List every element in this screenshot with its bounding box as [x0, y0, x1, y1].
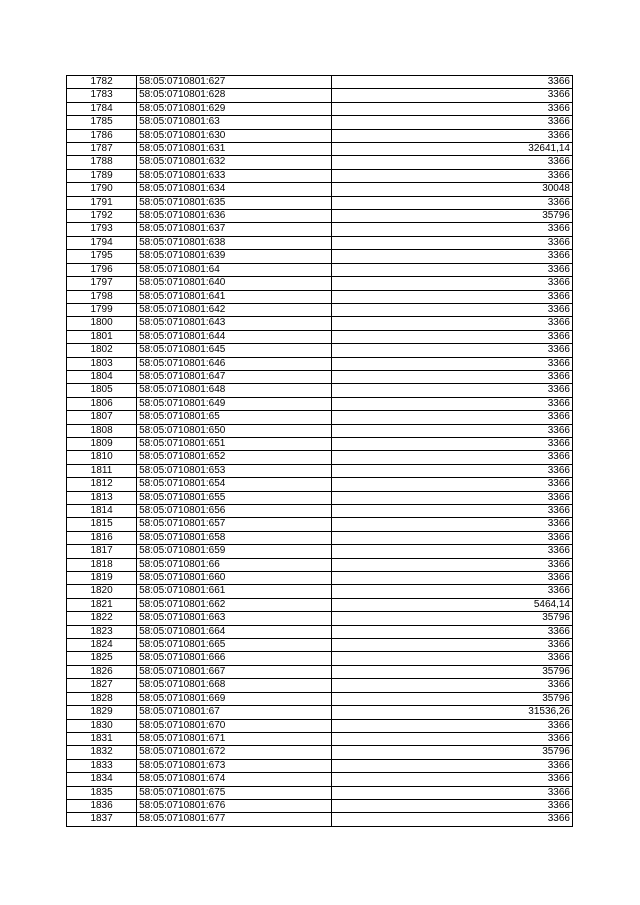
table-row: [67, 210, 573, 223]
cadastral-number-cell: 58:05:0710801:633: [137, 169, 331, 182]
cadastral-number-cell: 58:05:0710801:656: [137, 505, 331, 518]
cadastral-number-cell: 58:05:0710801:674: [137, 773, 331, 786]
table-row: [67, 290, 573, 303]
cadastral-number-cell: 58:05:0710801:677: [137, 813, 331, 826]
row-number-cell: 1789: [67, 169, 137, 182]
cadastral-number-cell: 58:05:0710801:65: [137, 411, 331, 424]
value-cell: 30048: [331, 183, 573, 196]
value-cell: 3366: [331, 317, 573, 330]
row-number-cell: 1794: [67, 236, 137, 249]
value-cell: 3366: [331, 129, 573, 142]
row-number-cell: 1817: [67, 545, 137, 558]
cadastral-number-cell: 58:05:0710801:669: [137, 692, 331, 705]
cadastral-number-cell: 58:05:0710801:653: [137, 464, 331, 477]
cadastral-number-cell: 58:05:0710801:629: [137, 102, 331, 115]
row-number-cell: 1829: [67, 706, 137, 719]
cadastral-number-cell: 58:05:0710801:654: [137, 478, 331, 491]
cadastral-number-cell: 58:05:0710801:638: [137, 236, 331, 249]
row-number-cell: 1833: [67, 759, 137, 772]
row-number-cell: 1782: [67, 76, 137, 89]
value-cell: 3366: [331, 169, 573, 182]
value-cell: 5464,14: [331, 598, 573, 611]
row-number-cell: 1791: [67, 196, 137, 209]
table-row: [67, 464, 573, 477]
value-cell: 3366: [331, 572, 573, 585]
table-row: [67, 572, 573, 585]
row-number-cell: 1802: [67, 344, 137, 357]
cadastral-number-cell: 58:05:0710801:647: [137, 370, 331, 383]
table-row: [67, 639, 573, 652]
value-cell: 35796: [331, 692, 573, 705]
table-row: [67, 491, 573, 504]
table-row: [67, 277, 573, 290]
cadastral-number-cell: 58:05:0710801:664: [137, 625, 331, 638]
row-number-cell: 1830: [67, 719, 137, 732]
row-number-cell: 1792: [67, 210, 137, 223]
value-cell: 3366: [331, 89, 573, 102]
value-cell: 3366: [331, 719, 573, 732]
table-row: [67, 357, 573, 370]
cadastral-number-cell: 58:05:0710801:675: [137, 786, 331, 799]
value-cell: 35796: [331, 612, 573, 625]
value-cell: 3366: [331, 813, 573, 826]
cadastral-number-cell: 58:05:0710801:673: [137, 759, 331, 772]
row-number-cell: 1803: [67, 357, 137, 370]
row-number-cell: 1788: [67, 156, 137, 169]
cadastral-number-cell: 58:05:0710801:668: [137, 679, 331, 692]
value-cell: 3366: [331, 799, 573, 812]
cadastral-number-cell: 58:05:0710801:658: [137, 531, 331, 544]
cadastral-number-cell: 58:05:0710801:670: [137, 719, 331, 732]
value-cell: 3366: [331, 545, 573, 558]
cadastral-number-cell: 58:05:0710801:671: [137, 732, 331, 745]
row-number-cell: 1798: [67, 290, 137, 303]
table-row: [67, 76, 573, 89]
value-cell: 3366: [331, 236, 573, 249]
cadastral-number-cell: 58:05:0710801:666: [137, 652, 331, 665]
row-number-cell: 1783: [67, 89, 137, 102]
row-number-cell: 1785: [67, 116, 137, 129]
cadastral-number-cell: 58:05:0710801:643: [137, 317, 331, 330]
table-row: [67, 719, 573, 732]
parcel-table: [66, 75, 573, 827]
table-row: [67, 437, 573, 450]
cadastral-number-cell: 58:05:0710801:632: [137, 156, 331, 169]
table-row: [67, 397, 573, 410]
cadastral-number-cell: 58:05:0710801:676: [137, 799, 331, 812]
value-cell: 3366: [331, 558, 573, 571]
value-cell: 3366: [331, 786, 573, 799]
table-row: [67, 679, 573, 692]
value-cell: 3366: [331, 357, 573, 370]
cadastral-number-cell: 58:05:0710801:645: [137, 344, 331, 357]
row-number-cell: 1827: [67, 679, 137, 692]
value-cell: 3366: [331, 732, 573, 745]
row-number-cell: 1810: [67, 451, 137, 464]
cadastral-number-cell: 58:05:0710801:644: [137, 330, 331, 343]
value-cell: 3366: [331, 370, 573, 383]
value-cell: 3366: [331, 451, 573, 464]
row-number-cell: 1812: [67, 478, 137, 491]
table-row: [67, 169, 573, 182]
value-cell: 3366: [331, 437, 573, 450]
value-cell: 3366: [331, 250, 573, 263]
cadastral-number-cell: 58:05:0710801:628: [137, 89, 331, 102]
row-number-cell: 1824: [67, 639, 137, 652]
table-row: [67, 813, 573, 826]
table-row: [67, 625, 573, 638]
cadastral-number-cell: 58:05:0710801:648: [137, 384, 331, 397]
cadastral-number-cell: 58:05:0710801:662: [137, 598, 331, 611]
row-number-cell: 1805: [67, 384, 137, 397]
row-number-cell: 1800: [67, 317, 137, 330]
table-row: [67, 478, 573, 491]
row-number-cell: 1795: [67, 250, 137, 263]
row-number-cell: 1808: [67, 424, 137, 437]
value-cell: 3366: [331, 531, 573, 544]
value-cell: 3366: [331, 518, 573, 531]
row-number-cell: 1806: [67, 397, 137, 410]
table-row: [67, 236, 573, 249]
value-cell: 3366: [331, 116, 573, 129]
value-cell: 32641,14: [331, 143, 573, 156]
row-number-cell: 1828: [67, 692, 137, 705]
value-cell: 3366: [331, 491, 573, 504]
row-number-cell: 1814: [67, 505, 137, 518]
value-cell: 3366: [331, 464, 573, 477]
table-row: [67, 746, 573, 759]
parcel-table-body: [67, 76, 573, 827]
row-number-cell: 1821: [67, 598, 137, 611]
value-cell: 3366: [331, 652, 573, 665]
value-cell: 3366: [331, 76, 573, 89]
row-number-cell: 1811: [67, 464, 137, 477]
value-cell: 3366: [331, 773, 573, 786]
value-cell: 3366: [331, 156, 573, 169]
table-row: [67, 531, 573, 544]
value-cell: 3366: [331, 411, 573, 424]
table-row: [67, 773, 573, 786]
table-row: [67, 129, 573, 142]
row-number-cell: 1787: [67, 143, 137, 156]
row-number-cell: 1835: [67, 786, 137, 799]
cadastral-number-cell: 58:05:0710801:661: [137, 585, 331, 598]
row-number-cell: 1786: [67, 129, 137, 142]
cadastral-number-cell: 58:05:0710801:636: [137, 210, 331, 223]
row-number-cell: 1823: [67, 625, 137, 638]
table-row: [67, 143, 573, 156]
value-cell: 3366: [331, 478, 573, 491]
cadastral-number-cell: 58:05:0710801:652: [137, 451, 331, 464]
cadastral-number-cell: 58:05:0710801:663: [137, 612, 331, 625]
row-number-cell: 1799: [67, 303, 137, 316]
value-cell: 35796: [331, 665, 573, 678]
table-row: [67, 799, 573, 812]
cadastral-number-cell: 58:05:0710801:63: [137, 116, 331, 129]
table-row: [67, 558, 573, 571]
value-cell: 3366: [331, 384, 573, 397]
row-number-cell: 1809: [67, 437, 137, 450]
row-number-cell: 1816: [67, 531, 137, 544]
value-cell: 3366: [331, 397, 573, 410]
row-number-cell: 1815: [67, 518, 137, 531]
cadastral-number-cell: 58:05:0710801:67: [137, 706, 331, 719]
value-cell: 3366: [331, 625, 573, 638]
row-number-cell: 1819: [67, 572, 137, 585]
row-number-cell: 1797: [67, 277, 137, 290]
value-cell: 3366: [331, 223, 573, 236]
value-cell: 3366: [331, 679, 573, 692]
table-row: [67, 759, 573, 772]
table-row: [67, 183, 573, 196]
row-number-cell: 1820: [67, 585, 137, 598]
table-row: [67, 585, 573, 598]
value-cell: 3366: [331, 277, 573, 290]
table-row: [67, 451, 573, 464]
cadastral-number-cell: 58:05:0710801:665: [137, 639, 331, 652]
value-cell: 35796: [331, 210, 573, 223]
table-row: [67, 250, 573, 263]
table-row: [67, 692, 573, 705]
row-number-cell: 1822: [67, 612, 137, 625]
row-number-cell: 1790: [67, 183, 137, 196]
cadastral-number-cell: 58:05:0710801:66: [137, 558, 331, 571]
cadastral-number-cell: 58:05:0710801:646: [137, 357, 331, 370]
cadastral-number-cell: 58:05:0710801:655: [137, 491, 331, 504]
value-cell: 3366: [331, 585, 573, 598]
table-row: [67, 344, 573, 357]
table-row: [67, 370, 573, 383]
cadastral-number-cell: 58:05:0710801:641: [137, 290, 331, 303]
cadastral-number-cell: 58:05:0710801:650: [137, 424, 331, 437]
cadastral-number-cell: 58:05:0710801:634: [137, 183, 331, 196]
value-cell: 3366: [331, 344, 573, 357]
value-cell: 3366: [331, 639, 573, 652]
value-cell: 35796: [331, 746, 573, 759]
table-row: [67, 156, 573, 169]
cadastral-number-cell: 58:05:0710801:657: [137, 518, 331, 531]
cadastral-number-cell: 58:05:0710801:635: [137, 196, 331, 209]
row-number-cell: 1826: [67, 665, 137, 678]
table-row: [67, 384, 573, 397]
table-row: [67, 598, 573, 611]
table-row: [67, 303, 573, 316]
cadastral-number-cell: 58:05:0710801:672: [137, 746, 331, 759]
table-row: [67, 424, 573, 437]
row-number-cell: 1784: [67, 102, 137, 115]
table-row: [67, 102, 573, 115]
table-row: [67, 665, 573, 678]
cadastral-number-cell: 58:05:0710801:667: [137, 665, 331, 678]
table-row: [67, 706, 573, 719]
value-cell: 31536,26: [331, 706, 573, 719]
table-row: [67, 317, 573, 330]
table-row: [67, 732, 573, 745]
row-number-cell: 1834: [67, 773, 137, 786]
table-row: [67, 89, 573, 102]
table-row: [67, 196, 573, 209]
table-row: [67, 786, 573, 799]
cadastral-number-cell: 58:05:0710801:637: [137, 223, 331, 236]
row-number-cell: 1832: [67, 746, 137, 759]
row-number-cell: 1804: [67, 370, 137, 383]
value-cell: 3366: [331, 424, 573, 437]
table-row: [67, 652, 573, 665]
table-row: [67, 612, 573, 625]
row-number-cell: 1793: [67, 223, 137, 236]
table-row: [67, 411, 573, 424]
table-row: [67, 518, 573, 531]
row-number-cell: 1807: [67, 411, 137, 424]
cadastral-number-cell: 58:05:0710801:659: [137, 545, 331, 558]
row-number-cell: 1818: [67, 558, 137, 571]
row-number-cell: 1836: [67, 799, 137, 812]
cadastral-number-cell: 58:05:0710801:651: [137, 437, 331, 450]
row-number-cell: 1813: [67, 491, 137, 504]
cadastral-number-cell: 58:05:0710801:640: [137, 277, 331, 290]
row-number-cell: 1796: [67, 263, 137, 276]
value-cell: 3366: [331, 759, 573, 772]
cadastral-number-cell: 58:05:0710801:627: [137, 76, 331, 89]
value-cell: 3366: [331, 303, 573, 316]
cadastral-number-cell: 58:05:0710801:631: [137, 143, 331, 156]
row-number-cell: 1831: [67, 732, 137, 745]
table-row: [67, 116, 573, 129]
cadastral-number-cell: 58:05:0710801:64: [137, 263, 331, 276]
value-cell: 3366: [331, 330, 573, 343]
value-cell: 3366: [331, 290, 573, 303]
table-row: [67, 545, 573, 558]
row-number-cell: 1837: [67, 813, 137, 826]
cadastral-number-cell: 58:05:0710801:630: [137, 129, 331, 142]
value-cell: 3366: [331, 102, 573, 115]
cadastral-number-cell: 58:05:0710801:649: [137, 397, 331, 410]
table-row: [67, 505, 573, 518]
row-number-cell: 1825: [67, 652, 137, 665]
cadastral-number-cell: 58:05:0710801:639: [137, 250, 331, 263]
table-row: [67, 330, 573, 343]
value-cell: 3366: [331, 505, 573, 518]
table-row: [67, 223, 573, 236]
row-number-cell: 1801: [67, 330, 137, 343]
cadastral-number-cell: 58:05:0710801:660: [137, 572, 331, 585]
value-cell: 3366: [331, 263, 573, 276]
cadastral-number-cell: 58:05:0710801:642: [137, 303, 331, 316]
table-row: [67, 263, 573, 276]
value-cell: 3366: [331, 196, 573, 209]
